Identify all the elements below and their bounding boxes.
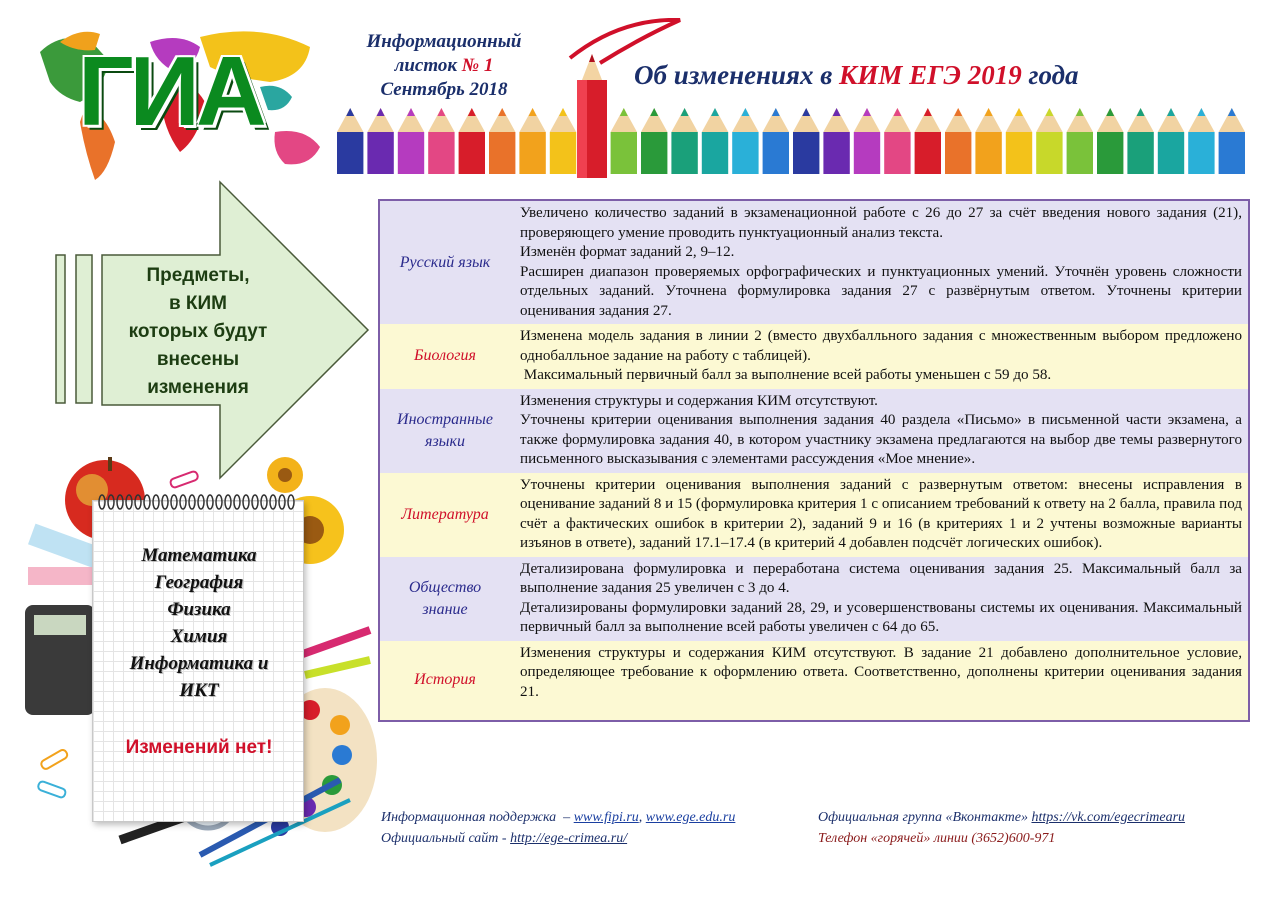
spiral-ring [135,495,141,509]
change-text: Увеличено количество заданий в экзаменационной работе с 26 до 27 за счёт введения нового задания (21), проверяющего умение проводить пунктуационный анализ текста. [520,205,1242,241]
unchanged-subjects-list [96,542,302,704]
subject-cell [379,389,510,473]
spiral-ring [270,495,276,509]
subject-cell: История [379,641,510,722]
pencil-lead [529,108,537,116]
colored-pencils-banner [335,102,1247,174]
subject-line: знание [422,600,468,618]
spiral-ring [234,495,240,509]
unchanged-subject: Химия [170,626,228,647]
pencil-body [763,132,789,174]
pencil-lead [1167,108,1175,116]
change-text: Изменения структуры и содержания КИМ отсутствуют. [520,392,878,409]
pencil-body [1219,132,1245,174]
page-title: Об изменениях в КИМ ЕГЭ 2019 года [634,60,1079,90]
unchanged-subject: Математика [141,545,257,566]
change-text: Расширен диапазон проверяемых орфографических и пунктуационных умений. Уточнён уровень сложности отдельных заданий. Уточнена формулировка задания 27 с развёрнутым ответом. Уточнены критерии оценивания задания 27. [520,263,1242,319]
pencil-body [489,132,515,174]
changes-cell [510,389,1249,473]
notepad-spiral [96,494,296,510]
spiral-ring [153,495,159,509]
footer-site [381,829,627,849]
footer-hotline: Телефон «горячей» линии (3652)600-971 [818,831,1056,846]
pencil-lead [833,108,841,116]
footer-support: Информационная поддержка – www.fipi.ru, www.ege.edu.ru [381,810,736,825]
pencil-lead [346,108,354,116]
pencil-lead [1015,108,1023,116]
spiral-ring [189,495,195,509]
spiral-ring [243,495,249,509]
pencil-body [398,132,424,174]
arrow-caption [108,262,288,402]
pencil-lead [893,108,901,116]
arrow-line: внесены [156,349,240,370]
pencil-lead [1137,108,1145,116]
pencil-lead [468,108,476,116]
footer-label: Официальный сайт - [381,831,511,846]
subject-line: Общество [408,578,482,596]
changes-table [378,199,1250,722]
pencil-lead [741,108,749,116]
pencil-body [1188,132,1214,174]
changes-cell [510,473,1249,557]
red-pencil-illustration [560,18,695,178]
subject-line: Иностранные [397,410,493,428]
spiral-ring [180,495,186,509]
pencil-lead [498,108,506,116]
pencil-body [459,132,485,174]
pencil-body [1127,132,1153,174]
pencil-body [823,132,849,174]
change-text: Детализированы формулировки заданий 28, 29, и усовершенствованы системы их оценивания. Максимальный первичный балл за выполнение всей работы увеличен с 64 до 65. [520,599,1242,635]
arrow-line: в КИМ [168,293,228,314]
info-sheet-caption [334,30,554,102]
pencil-lead [954,108,962,116]
changes-cell [510,200,1249,324]
footer-vk-group [818,808,1185,828]
table-row [379,324,1249,389]
fipi-link[interactable]: www.fipi.ru [573,810,639,825]
changes-cell [510,641,1249,722]
change-text: Детализирована формулировка и переработана система оценивания задания 25. Максимальный балл за выполнение задания 25 увеличен с 3 до 4. [520,560,1242,596]
pencil-lead [377,108,385,116]
ege-edu-link[interactable]: www.ege.edu.ru [645,810,736,825]
pencil-lead [407,108,415,116]
changes-cell [510,557,1249,641]
spiral-ring [198,495,204,509]
pencil-body [1036,132,1062,174]
pencil-body [793,132,819,174]
unchanged-subject: География [154,572,244,593]
pencil-lead [863,108,871,116]
pencil-lead [924,108,932,116]
arrow-line: изменения [147,377,249,398]
pencil-lead [1076,108,1084,116]
vk-link[interactable]: https://vk.com/egecrimearu [1031,810,1186,825]
spiral-ring [261,495,267,509]
pencil-body [1097,132,1123,174]
subject-line: языки [425,432,465,450]
spiral-ring [252,495,258,509]
spiral-ring [162,495,168,509]
spiral-ring [144,495,150,509]
info-number: № 1 [461,55,494,76]
logo-gia: ГИА [78,36,263,146]
arrow-line: которых будут [128,321,268,342]
pencil-body [519,132,545,174]
pencil-body [854,132,880,174]
table-row [379,200,1249,324]
pencil-body [702,132,728,174]
pencil-lead [802,108,810,116]
spiral-ring [126,495,132,509]
pencil-body [975,132,1001,174]
footer-label: Официальная группа «Вконтакте» [818,810,1032,825]
info-line2: листок № 1 [394,55,494,76]
headline-highlight: КИМ ЕГЭ 2019 [839,60,1022,90]
footer-label: Информационная поддержка – [381,810,574,825]
spiral-ring [171,495,177,509]
pencil-body [915,132,941,174]
subject-cell [379,557,510,641]
pencil-body [367,132,393,174]
change-text: Изменён формат заданий 2, 9–12. [520,244,735,260]
arrow-line: Предметы, [146,265,250,286]
info-date: Сентябрь 2018 [380,79,508,100]
table-row [379,389,1249,473]
spiral-ring [99,495,105,509]
pencil-lead [985,108,993,116]
pencil-body [732,132,758,174]
changes-cell [510,324,1249,389]
pencil-body [337,132,363,174]
pencil-lead [711,108,719,116]
change-text: Уточнены критерии оценивания выполнения заданий с развернутым ответом: внесены исправления в оценивание заданий 8 и 15 (формулировка критерия 1 с описанием требований к ответу на 2 балла, правила под счёт а фактических ошибок в критерии 2), заданий 9 и 16 (в критериях 1 и 2 учтены возможные варианты изъянов в ответе), заданий 17.1–17.4 (в критерий 4 добавлен подсчёт логических ошибок). [520,476,1242,551]
unchanged-subject: Информатика и [129,653,269,674]
pencil-body [884,132,910,174]
spiral-ring [225,495,231,509]
no-changes-label: Изменений нет! [125,737,273,758]
spiral-ring [117,495,123,509]
pencil-lead [1197,108,1205,116]
table-row [379,473,1249,557]
pencil-body [945,132,971,174]
pencil-body [1006,132,1032,174]
table-row [379,557,1249,641]
spiral-ring [216,495,222,509]
subject-cell: Литература [379,473,510,557]
change-text: Изменения структуры и содержания КИМ отсутствуют. В задание 21 добавлено дополнительное условие, определяющее требование к оформлению ответа. Соответственно, дополнены критерии оценивания задания 21. [520,644,1242,700]
pencil-lead [772,108,780,116]
change-text: Максимальный первичный балл за выполнение всей работы уменьшен с 59 до 58. [520,367,1052,383]
pencil-lead [1106,108,1114,116]
pencil-body [1067,132,1093,174]
pencil-body [428,132,454,174]
info-line1: Информационный [366,31,522,52]
spiral-ring [108,495,114,509]
pencil-lead [437,108,445,116]
unchanged-subject: ИКТ [179,680,219,701]
official-site-link[interactable]: http://ege-crimea.ru/ [510,831,628,846]
pencil-body [1158,132,1184,174]
subject-cell: Русский язык [379,200,510,324]
pencil-lead [1045,108,1053,116]
change-text: Уточнены критерии оценивания выполнения задания 40 раздела «Письмо» в письменной части экзамена, а также формулировка задания 40, в котором участнику экзамена предлагаются на выбор две темы развернутого письменного высказывания с элементами рассуждения «Мое мнение». [520,412,1242,467]
change-text: Изменена модель задания в линии 2 (вместо двухбалльного задания с множественным выбором предложено однобалльное задание на работу с таблицей). [520,328,1242,364]
spiral-ring [288,495,294,509]
subject-cell: Биология [379,324,510,389]
pencil-lead [1228,108,1236,116]
unchanged-subject: Физика [167,599,231,620]
table-row [379,641,1249,722]
spiral-ring [207,495,213,509]
spiral-ring [279,495,285,509]
